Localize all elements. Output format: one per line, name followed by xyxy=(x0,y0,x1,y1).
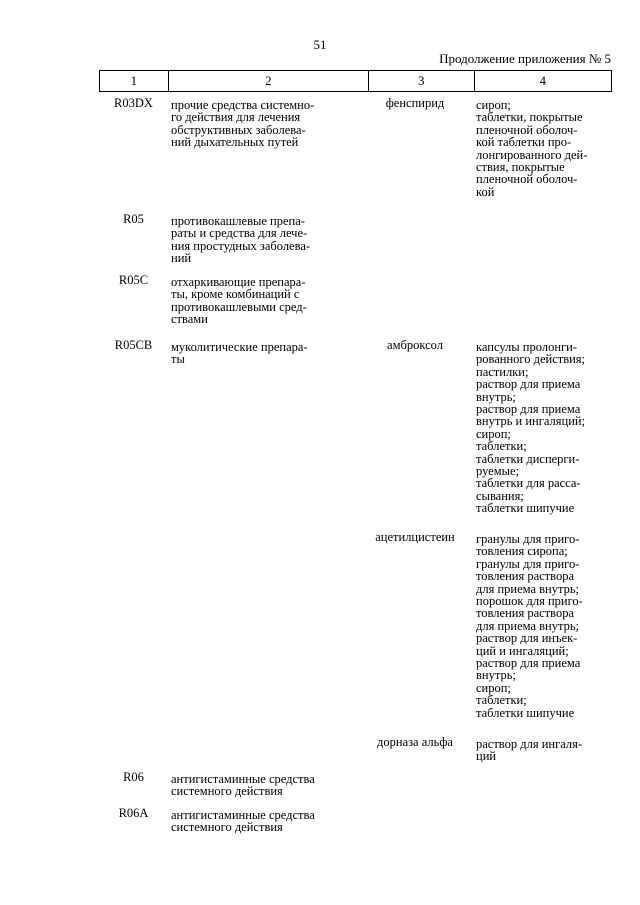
row-forms: раствор для ингаля- ций xyxy=(476,737,583,764)
row-code: R05C xyxy=(118,273,149,287)
continuation-note: Продолжение приложения № 5 xyxy=(439,51,611,66)
header-col-2: 2 xyxy=(169,71,369,91)
page-number: 51 xyxy=(313,37,327,52)
row-name: противокашлевые препа- раты и средства для лече- ния простудных заболева- ний xyxy=(171,214,311,266)
row-name: прочие средства системно- го действия для лечения обструктивных заболева- ний дыхательных путей xyxy=(171,98,315,150)
row-forms: сироп; таблетки, покрытые пленочной оболоч- кой таблетки про- лонгированного дей- ствия, покрытые пленочной оболоч- кой xyxy=(476,98,588,199)
row-name: антигистаминные средства системного действия xyxy=(171,808,315,835)
row-drug: фенспирид xyxy=(385,96,445,110)
row-code: R06 xyxy=(123,770,144,784)
row-name: муколитические препара- ты xyxy=(171,340,308,367)
header-col-1: 1 xyxy=(100,71,169,91)
header-col-3: 3 xyxy=(369,71,475,91)
row-code: R05 xyxy=(123,212,144,226)
row-name: антигистаминные средства системного действия xyxy=(171,772,315,799)
row-drug: ацетилцистеин xyxy=(375,530,455,544)
row-code: R05CB xyxy=(114,338,153,352)
row-drug: амброксол xyxy=(387,338,443,352)
row-name: отхаркивающие препара- ты, кроме комбинаций с противокашлевыми сред- ствами xyxy=(171,275,307,327)
row-forms: гранулы для приго- товления сиропа; гранулы для приго- товления раствора для приема внутрь; порошок для приго- товления раствора для приема внутрь; раствор для инъек- ций и ингаляций; раствор для приема внутрь; сироп; таблетки; таблетки шипучие xyxy=(476,532,583,720)
table-header xyxy=(99,70,612,92)
row-code: R06A xyxy=(118,806,149,820)
row-drug: дорназа альфа xyxy=(377,735,453,749)
header-col-4: 4 xyxy=(539,73,547,88)
row-forms: капсулы пролонги- рованного действия; пастилки; раствор для приема внутрь; раствор для приема внутрь и ингаляций; сироп; таблетки; таблетки дисперги- руемые; таблетки для расса- сывания; таблетки шипучие xyxy=(476,340,586,516)
row-code: R03DX xyxy=(114,96,153,110)
